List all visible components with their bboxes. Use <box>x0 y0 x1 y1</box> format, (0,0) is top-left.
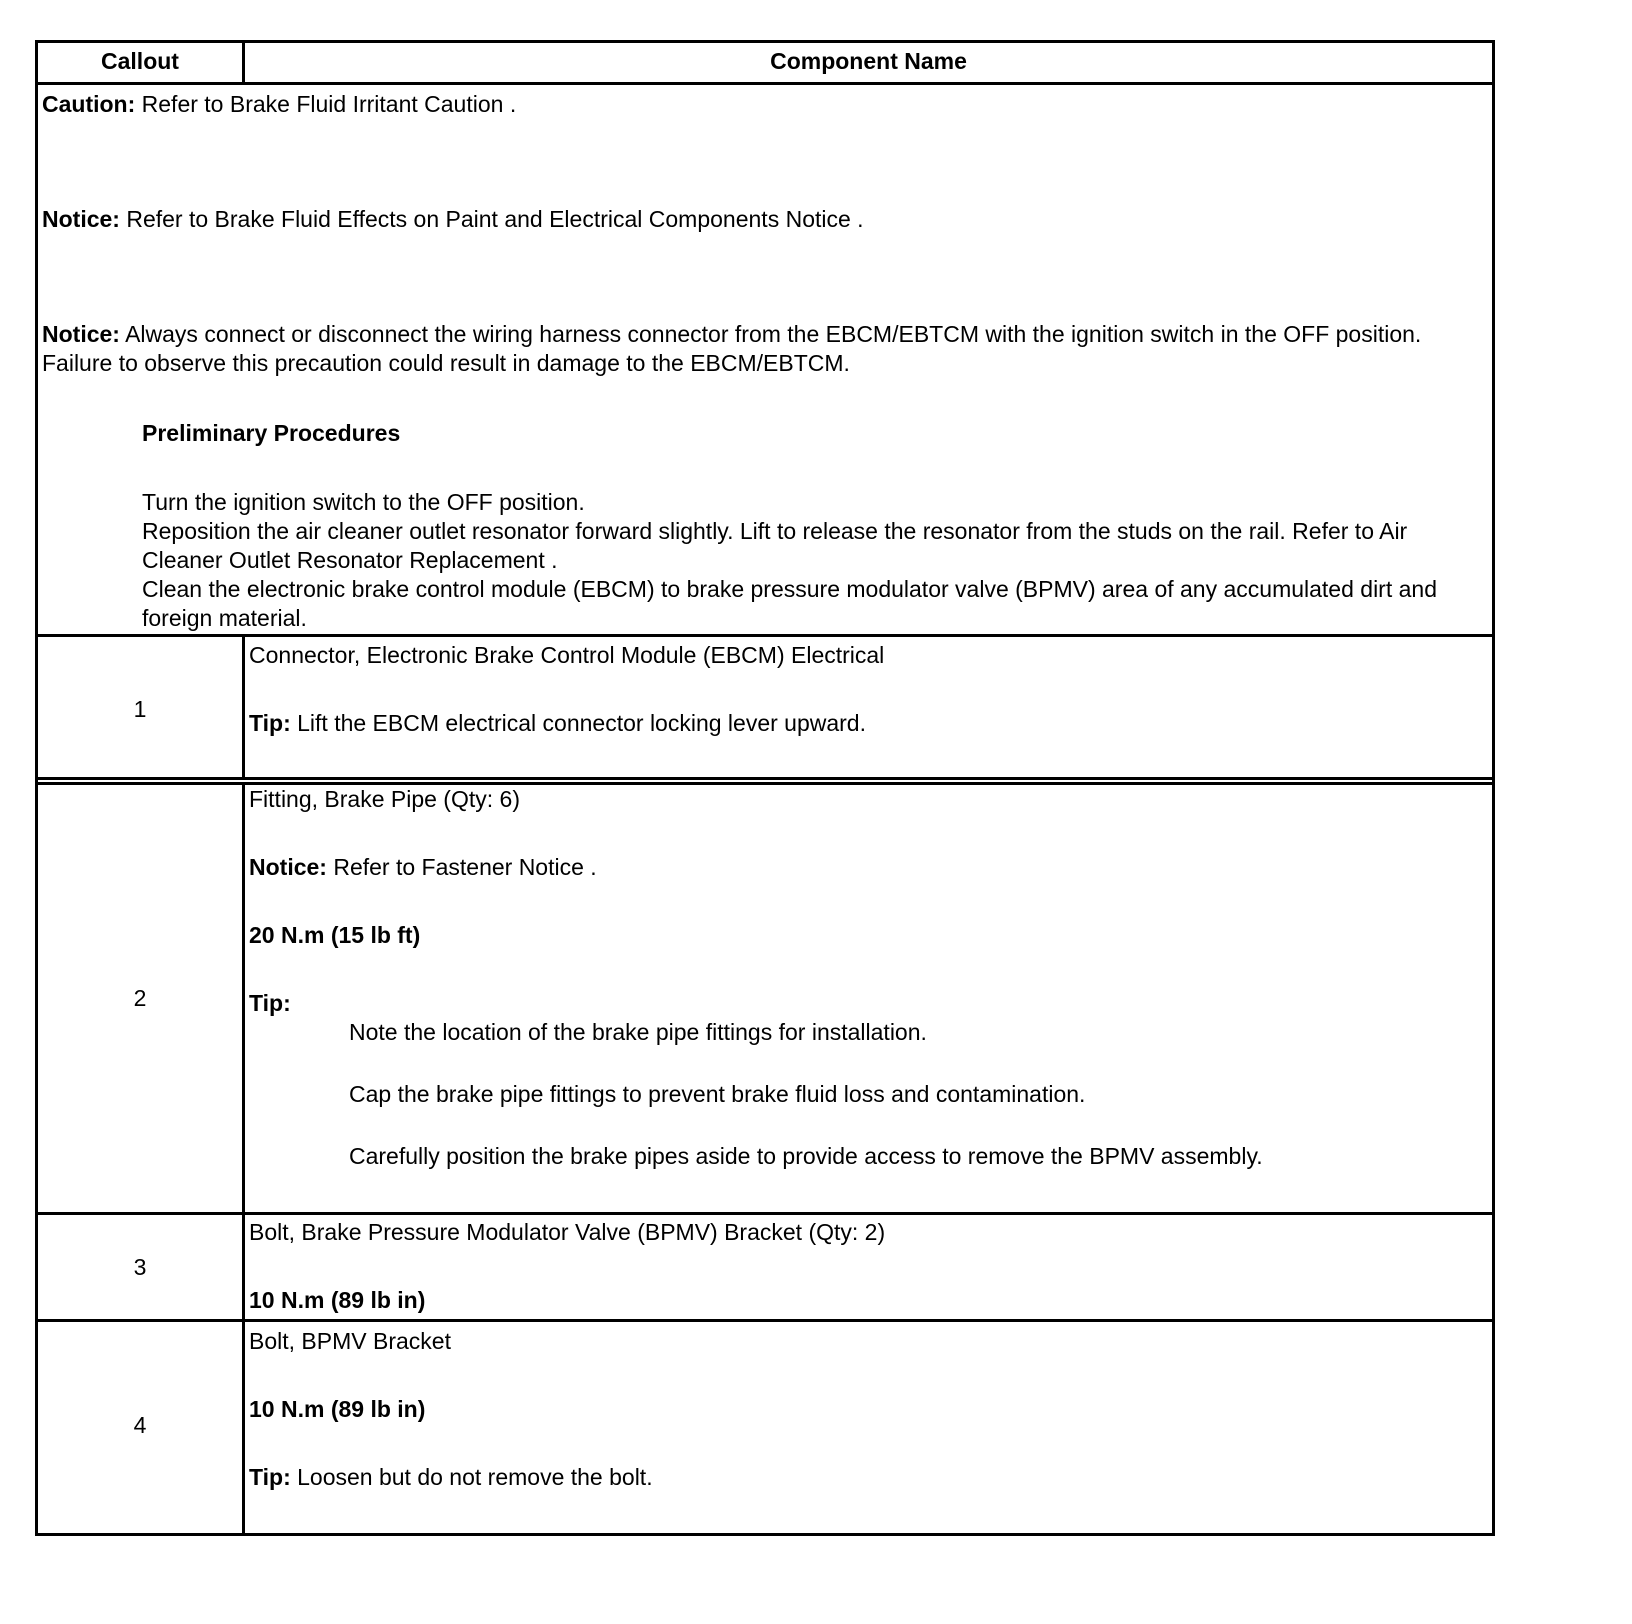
row2-notice <box>249 853 597 882</box>
row2-torque: 20 N.m (15 lb ft) <box>249 922 421 948</box>
header-divider <box>38 82 1492 85</box>
notice-ebcm <box>42 320 1482 378</box>
row1-tip-text: Lift the EBCM electrical connector locking lever upward. <box>290 710 866 736</box>
preliminary-heading: Preliminary Procedures <box>142 420 401 446</box>
row3-column-divider <box>242 1215 245 1319</box>
caution-label: Caution: <box>42 91 136 117</box>
row2-notice-label: Notice: <box>249 854 327 880</box>
prelim-step-3: Clean the electronic brake control module (EBCM) to brake pressure modulator valve (BPMV) area of any accumulated dirt and foreign material. <box>142 576 1437 631</box>
header-column-divider <box>242 43 245 82</box>
row4-column-divider <box>242 1322 245 1533</box>
row4-tip-text: Loosen but do not remove the bolt. <box>290 1464 653 1490</box>
row2-divider <box>38 1212 1492 1215</box>
row1-tip-label: Tip: <box>249 710 291 736</box>
row4-component-name: Bolt, BPMV Bracket <box>249 1328 451 1354</box>
row3-torque: 10 N.m (89 lb in) <box>249 1287 426 1313</box>
header-component-name: Component Name <box>770 48 967 74</box>
row4-tip <box>249 1463 653 1492</box>
notice-paint-text: Refer to Brake Fluid Effects on Paint and Electrical Components Notice . <box>119 206 864 232</box>
header-callout: Callout <box>101 48 179 74</box>
row2-notice-text: Refer to Fastener Notice . <box>326 854 597 880</box>
caution-text: Refer to Brake Fluid Irritant Caution . <box>135 91 517 117</box>
notice-paint-label: Notice: <box>42 206 120 232</box>
row3-divider <box>38 1319 1492 1322</box>
prelim-step-1: Turn the ignition switch to the OFF position. <box>142 489 585 515</box>
prelim-step-2: Reposition the air cleaner outlet resonator forward slightly. Lift to release the resonator from the studs on the rail. Refer to Air Cleaner Outlet Resonator Replacement . <box>142 518 1408 573</box>
row2-tip-1: Note the location of the brake pipe fittings for installation. <box>349 1019 927 1045</box>
procedure-table <box>35 40 1495 1536</box>
caution-note <box>42 90 516 119</box>
row1-callout: 1 <box>133 696 147 722</box>
row4-torque: 10 N.m (89 lb in) <box>249 1396 426 1422</box>
notice-ebcm-label: Notice: <box>42 321 120 347</box>
row2-tip-label: Tip: <box>249 990 291 1016</box>
intro-divider <box>38 634 1492 637</box>
row1-tip <box>249 709 866 738</box>
row4-callout: 4 <box>133 1412 147 1438</box>
notice-paint <box>42 205 864 234</box>
row2-tip-3: Carefully position the brake pipes aside to provide access to remove the BPMV assembly. <box>349 1143 1263 1169</box>
row2-column-divider <box>242 785 245 1212</box>
row2-tip-2: Cap the brake pipe fittings to prevent brake fluid loss and contamination. <box>349 1081 1086 1107</box>
row4-tip-label: Tip: <box>249 1464 291 1490</box>
row2-callout: 2 <box>133 985 147 1011</box>
row2-component-name: Fitting, Brake Pipe (Qty: 6) <box>249 786 520 812</box>
notice-ebcm-text: Always connect or disconnect the wiring harness connector from the EBCM/EBTCM with the ignition switch in the OFF position. Failure to observe this precaution could result in damage to the EBCM/EBTCM. <box>42 321 1422 376</box>
row1-divider-a <box>38 777 1492 780</box>
row1-component-name: Connector, Electronic Brake Control Module (EBCM) Electrical <box>249 642 885 668</box>
row3-callout: 3 <box>133 1254 147 1280</box>
row3-component-name: Bolt, Brake Pressure Modulator Valve (BPMV) Bracket (Qty: 2) <box>249 1219 886 1245</box>
row1-column-divider <box>242 637 245 777</box>
